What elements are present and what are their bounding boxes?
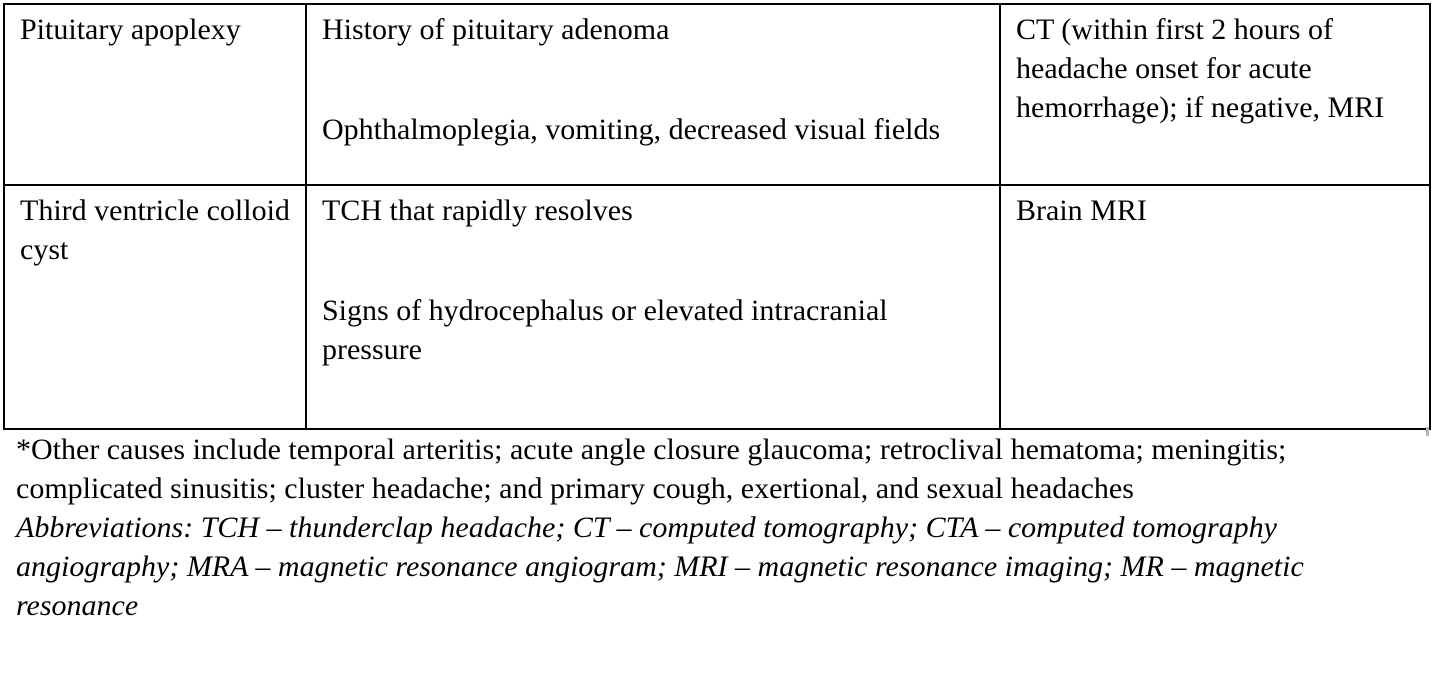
feature-text: TCH that rapidly resolves bbox=[322, 194, 633, 227]
paragraph-gap bbox=[322, 230, 985, 291]
condition-cell bbox=[4, 185, 306, 429]
table-row bbox=[4, 4, 1430, 185]
condition-name: Third ventricle colloid cyst bbox=[20, 194, 290, 266]
imaging-cell bbox=[1000, 185, 1430, 429]
feature-text: Signs of hydrocephalus or elevated intracranial pressure bbox=[322, 294, 888, 366]
abbreviations-note: Abbreviations: TCH – thunderclap headache; CT – computed tomography; CTA – computed tomography angiography; MRA – magnetic resonance angiogram; MRI – magnetic resonance imaging; MR – magnetic resonance bbox=[16, 511, 1304, 622]
paragraph-gap bbox=[322, 49, 985, 110]
features-cell bbox=[306, 185, 1000, 429]
differential-diagnosis-table bbox=[3, 3, 1431, 430]
imaging-text: Brain MRI bbox=[1016, 194, 1147, 227]
feature-text: Ophthalmoplegia, vomiting, decreased visual fields bbox=[322, 113, 941, 146]
features-cell bbox=[306, 4, 1000, 185]
table-footnote bbox=[16, 430, 1416, 625]
imaging-text: CT (within first 2 hours of headache onset for acute hemorrhage); if negative, MRI bbox=[1016, 13, 1385, 124]
page-edge-mark bbox=[1426, 427, 1429, 436]
feature-text: History of pituitary adenoma bbox=[322, 13, 670, 46]
table-row bbox=[4, 185, 1430, 429]
condition-cell bbox=[4, 4, 306, 185]
other-causes-note: *Other causes include temporal arteritis; acute angle closure glaucoma; retroclival hematoma; meningitis; complicated sinusitis; cluster headache; and primary cough, exertional, and sexual headaches bbox=[16, 433, 1287, 505]
imaging-cell bbox=[1000, 4, 1430, 185]
condition-name: Pituitary apoplexy bbox=[20, 13, 241, 46]
